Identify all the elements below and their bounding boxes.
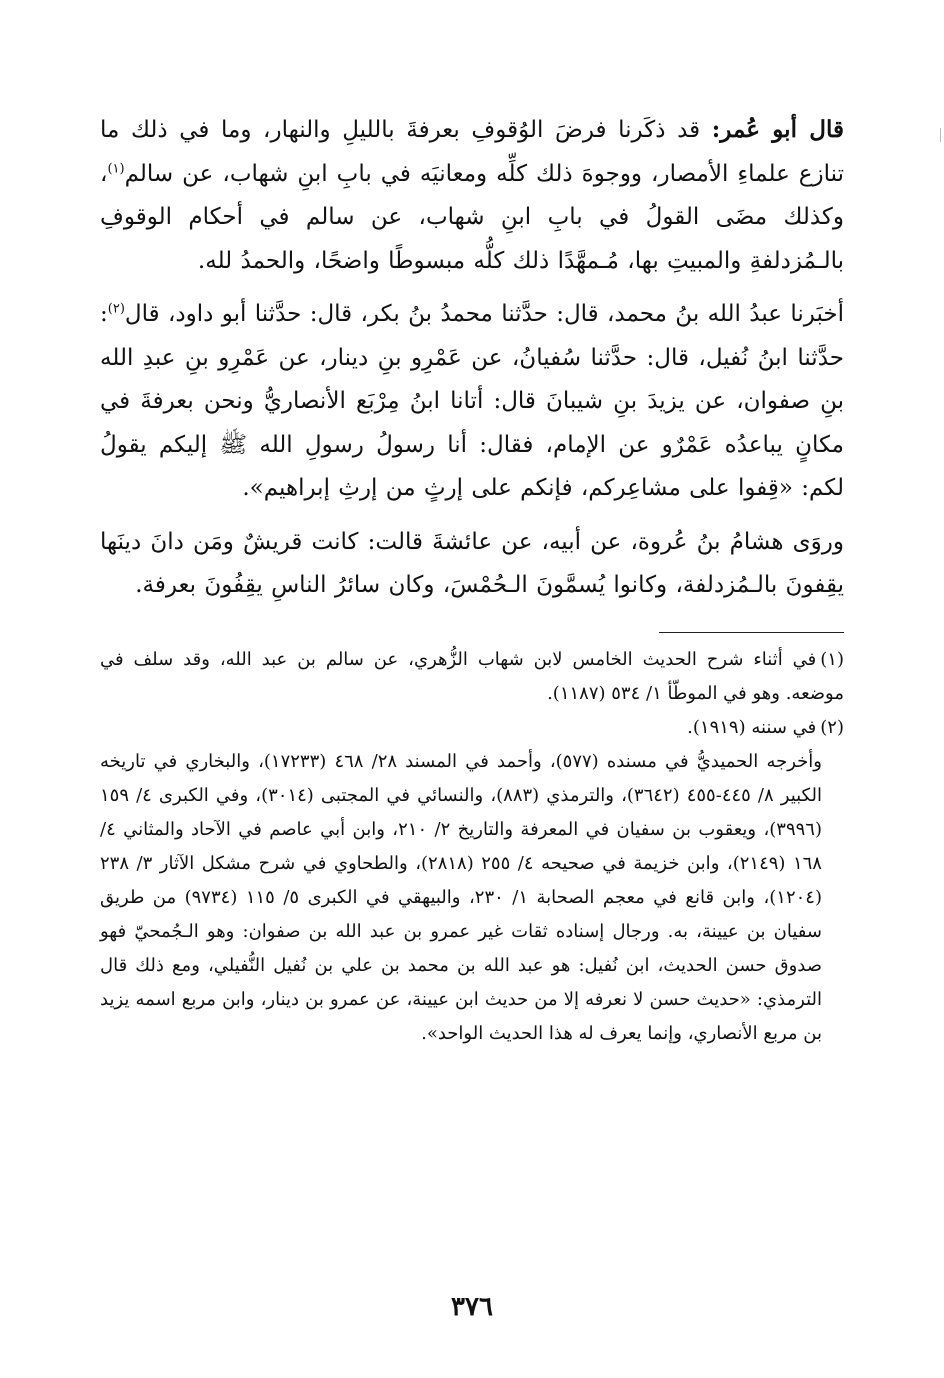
footnote-2 — [100, 711, 844, 745]
footnote-1-text: في أثناء شرح الحديث الخامس لابن شهاب الزُّهري، عن سالم بن عبد الله، وقد سلف في موضعه. وهو في الموطّأ ١/ ٥٣٤ (١١٨٧). — [100, 648, 844, 704]
footnote-ref-1[interactable]: (١) — [107, 160, 125, 176]
footnotes — [100, 643, 844, 1051]
paragraph-2-text: أخبَرنا عبدُ الله بنُ محمد، قال: حدَّثنا محمدُ بنُ بكر، قال: حدَّثنا أبو داود، قال — [124, 301, 844, 327]
footnote-separator — [659, 632, 844, 633]
footnote-ref-2[interactable]: (٢) — [107, 301, 125, 317]
margin-mark — [940, 128, 941, 142]
paragraph-1-text: قد ذكَرنا فرضَ الوُقوفِ بعرفةَ بالليلِ والنهار، وما في ذلك ما تنازع علماءِ الأمصار، ووجوهَ ذلك كلِّه ومعانيَه في بابِ ابنِ شهاب، عن سالم — [100, 117, 844, 187]
page-number: ٣٧٦ — [451, 1292, 493, 1322]
footnote-2-number: (٢) — [820, 716, 844, 738]
footnote-1 — [100, 643, 844, 711]
footnote-2-text: في سننه (١٩١٩). — [687, 716, 817, 738]
footnote-1-number: (١) — [820, 648, 844, 670]
paragraph-1-lead: قال أبو عُمر: — [711, 116, 844, 143]
page-body — [100, 108, 844, 1051]
paragraph-3 — [100, 521, 844, 608]
paragraph-2-text-cont: : حدَّثنا ابنُ نُفيل، قال: حدَّثنا سُفيانُ، عن عَمْرِو بنِ دينار، عن عَمْرِو بنِ عبدِ الله بنِ صفوان، عن يزيدَ بنِ شيبانَ قال: أتانا ابنُ مِرْبَع الأنصاريُّ ونحن بعرفةَ في مكانٍ يباعدُه عَمْرٌو عن الإمام، فقال: أنا رسولُ رسولِ الله ﷺ إليكم يقولُ لكم: «قِفوا على مشاعِركم، فإنكم على إرثٍ من إرثِ إبراهيم». — [100, 301, 844, 501]
paragraph-2 — [100, 293, 844, 511]
footnote-2-detail: وأخرجه الحميديُّ في مسنده (٥٧٧)، وأحمد في المسند ٢٨/ ٤٦٨ (١٧٢٣٣)، والبخاري في تاريخه الكبير ٨/ ٤٤٥-٤٥٥ (٣٦٤٢)، والترمذي (٨٨٣)، والنسائي في المجتبى (٣٠١٤)، وفي الكبرى ٤/ ١٥٩ (٣٩٩٦)، ويعقوب بن سفيان في المعرفة والتاريخ ٢/ ٢١٠، وابن أبي عاصم في الآحاد والمثاني ٤/ ١٦٨ (٢١٤٩)، وابن خزيمة في صحيحه ٤/ ٢٥٥ (٢٨١٨)، والطحاوي في شرح مشكل الآثار ٣/ ٢٣٨ (١٢٠٤)، وابن قانع في معجم الصحابة ١/ ٢٣٠، والبيهقي في الكبرى ٥/ ١١٥ (٩٧٣٤) من طريق سفيان بن عيينة، به. ورجال إسناده ثقات غير عمرو بن عبد الله بن صفوان: وهو الـجُمحيّ فهو صدوق حسن الحديث، ابن نُفيل: هو عبد الله بن محمد بن علي بن نُفيل النُّفيلي، ومع ذلك قال الترمذي: «حديث حسن لا نعرفه إلا من حديث ابن عيينة، عن عمرو بن دينار، وابن مربع اسمه يزيد بن مربع الأنصاري، وإنما يعرف له هذا الحديث الواحد». — [100, 750, 823, 1044]
paragraph-1 — [100, 108, 844, 283]
paragraph-1-text-cont: ، وكذلك مضَى القولُ في بابِ ابنِ شهاب، عن سالم في أحكام الوقوفِ بالـمُزدلفةِ والمبيتِ بها، مُـمهَّدًا ذلك كلُّه مبسوطًا واضحًا، والحمدُ لله. — [100, 160, 844, 274]
paragraph-3-text: وروَى هشامُ بنُ عُروة، عن أبيه، عن عائشةَ قالت: كانت قريشٌ ومَن دانَ دينَها يقِفونَ بالـمُزدلفة، وكانوا يُسمَّونَ الـحُمْسَ، وكان سائرُ الناسِ يقِفُونَ بعرفة. — [100, 528, 844, 598]
